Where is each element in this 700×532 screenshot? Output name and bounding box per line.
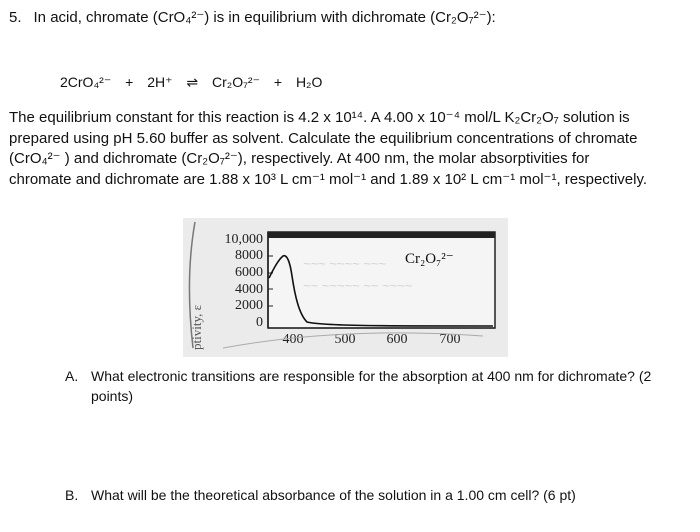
- plot-top-band: [268, 232, 495, 238]
- absorption-spectrum-figure: [183, 218, 508, 357]
- equation-plus: +: [125, 74, 134, 90]
- part-a-label: A.: [65, 368, 79, 384]
- equation-reactant-proton: 2H⁺: [147, 74, 173, 90]
- part-a-text: What electronic transitions are responsible for the absorption at 400 nm for dichromate? (2: [91, 368, 652, 384]
- paragraph-line: prepared using pH 5.60 buffer as solvent. Calculate the equilibrium concentrations of chromate: [9, 129, 638, 147]
- spectrum-svg: [183, 218, 508, 357]
- paragraph-line: The equilibrium constant for this reaction is 4.2 x 10¹⁴. A 4.00 x 10⁻⁴ mol/L K₂Cr₂O₇ solution is: [9, 109, 630, 126]
- x-tick-label: 400: [282, 332, 304, 347]
- paragraph-line: chromate and dichromate are 1.88 x 10³ L cm⁻¹ mol⁻¹ and 1.89 x 10² L cm⁻¹ mol⁻¹, respectively.: [9, 170, 648, 188]
- equation-product-dichromate: Cr₂O₇²⁻: [212, 74, 260, 90]
- y-tick-label: 0: [256, 315, 263, 330]
- chemical-equation: [60, 74, 332, 91]
- question-title-text: In acid, chromate (CrO₄²⁻) is in equilibrium with dichromate (Cr₂O₇²⁻):: [33, 9, 496, 26]
- part-b-text: What will be the theoretical absorbance of the solution in a 1.00 cm cell? (6 pt): [91, 487, 576, 503]
- y-tick-label: 10,000: [224, 232, 263, 247]
- problem-paragraph: [9, 108, 699, 190]
- y-tick-label: 8000: [235, 248, 263, 263]
- y-tick-label: 4000: [235, 282, 263, 297]
- part-b-question: [65, 487, 576, 503]
- part-a-text-continued: points): [91, 388, 134, 404]
- part-a-question: [65, 366, 695, 406]
- x-tick-label: 600: [386, 332, 408, 347]
- x-tick-label: 700: [439, 332, 461, 347]
- x-tick-label: 500: [334, 332, 356, 347]
- question-title: [9, 8, 496, 26]
- y-tick-label: 2000: [235, 298, 263, 313]
- y-axis-fragment-label: ptivity, ε: [189, 304, 204, 350]
- paragraph-line: (CrO₄²⁻ ) and dichromate (Cr₂O₇²⁻), respectively. At 400 nm, the molar absorptivities for: [9, 150, 590, 167]
- bleed-through-text: ~~ ~~~~~ ~~ ~~~~: [303, 278, 413, 293]
- bleed-through-text: ~~~ ~~~~ ~~~: [303, 256, 387, 271]
- question-number: 5.: [9, 9, 22, 26]
- y-tick-label: 6000: [235, 265, 263, 280]
- species-label: Cr₂O₇²⁻: [405, 251, 454, 267]
- equation-reactant-chromate: 2CrO₄²⁻: [60, 74, 112, 90]
- equation-plus: +: [273, 74, 283, 90]
- part-b-label: B.: [65, 487, 79, 503]
- equilibrium-arrow-icon: ⇌: [186, 74, 199, 90]
- equation-product-water: H₂O: [295, 74, 323, 90]
